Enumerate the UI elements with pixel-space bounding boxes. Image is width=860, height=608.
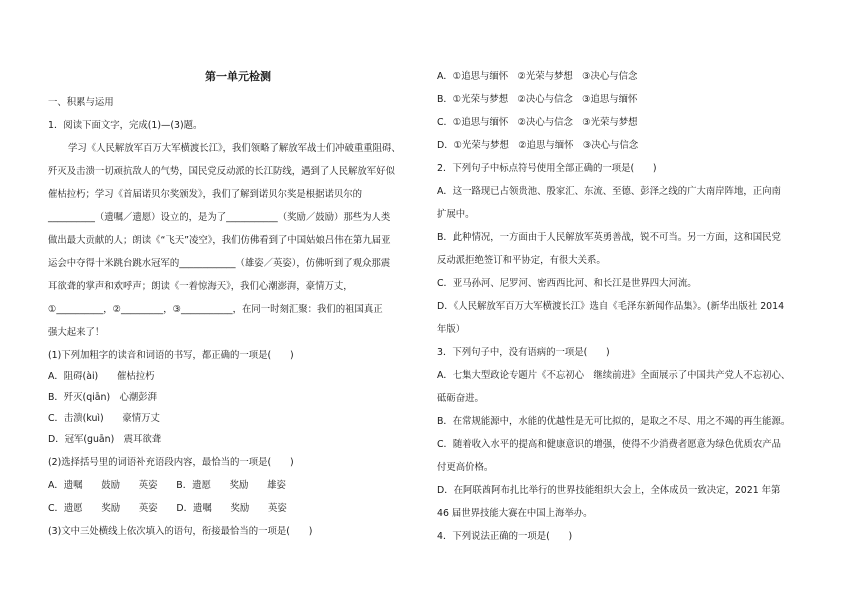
right-text-line: 3．下列句子中，没有语病的一项是( ) xyxy=(437,347,610,358)
right-text-line: D．在阿联酋阿布扎比举行的世界技能组织大会上，全体成员一致决定，2021 年第 xyxy=(437,485,781,496)
left-text-line: 做出最大贡献的人；朗读《“飞天”凌空》，我们仿佛看到了中国姑娘吕伟在第九届亚 xyxy=(48,235,391,246)
right-text-line: B．在常规能源中，水能的优越性是无可比拟的，是取之不尽、用之不竭的再生能源。 xyxy=(437,416,791,427)
left-text-line: 学习《人民解放军百万大军横渡长江》，我们领略了解放军战士们冲破重重阻碍、 xyxy=(68,143,401,154)
right-text-line: 4．下列说法正确的一项是( ) xyxy=(437,531,573,542)
right-text-line: D．①光荣与梦想 ②追思与缅怀 ③决心与信念 xyxy=(437,140,639,151)
left-text-line: C．击溃(kuì) 豪情万丈 xyxy=(48,413,160,424)
right-text-line: 砥砺奋进。 xyxy=(437,393,484,404)
right-text-line: C．①追思与缅怀 ②决心与信念 ③光荣与梦想 xyxy=(437,117,638,128)
right-text-line: A．七集大型政论专题片《不忘初心 继续前进》全面展示了中国共产党人不忘初心、 xyxy=(437,370,791,381)
right-text-line: 反动派拒绝签订和平协定，有很大关系。 xyxy=(437,255,606,266)
page-title: 第一单元检测 xyxy=(205,70,271,83)
left-text-line: 耳欲聋的掌声和欢呼声；朗读《一着惊海天》，我们心潮澎湃，豪情万丈， xyxy=(48,281,353,292)
left-text-line: 强大起来了！ xyxy=(48,327,105,338)
right-text-line: 年版） xyxy=(437,324,466,335)
right-text-line: A．这一路现已占领贵池、殷家汇、东流、至德、彭泽之线的广大南岸阵地，正向南 xyxy=(437,186,781,197)
right-text-line: 扩展中。 xyxy=(437,209,475,220)
left-text-line: A．遗嘱 鼓励 英姿 B．遗愿 奖励 雄姿 xyxy=(48,480,286,491)
left-text-line: D．冠军(guān) 震耳欲聋 xyxy=(48,434,162,445)
right-text-line: C．亚马孙河、尼罗河、密西西比河、和长江是世界四大河流。 xyxy=(437,278,697,289)
left-text-line: 歼灭及击溃一切顽抗敌人的气势，国民党反动派的长江防线，遇到了人民解放军好似 xyxy=(48,166,395,177)
left-text-line: 1．阅读下面文字，完成(1)—(3)题。 xyxy=(48,120,203,131)
right-text-line: B．此种情况，一方面由于人民解放军英勇善战，锐不可当。另一方面，这和国民党 xyxy=(437,232,781,243)
left-text-line: 一、积累与运用 xyxy=(48,97,114,108)
right-text-line: C．随着收入水平的提高和健康意识的增强，使得不少消费者愿意为绿色优质农产品 xyxy=(437,439,782,450)
left-text-line: C．遗愿 奖励 英姿 D．遗嘱 奖励 英姿 xyxy=(48,503,287,514)
left-text-line: (3)文中三处横线上依次填入的语句，衔接最恰当的一项是( ) xyxy=(48,526,313,537)
right-text-line: B．①光荣与梦想 ②决心与信念 ③追思与缅怀 xyxy=(437,94,638,105)
left-text-line: B．歼灭(qiān) 心潮彭湃 xyxy=(48,392,157,403)
right-text-line: 付更高价格。 xyxy=(437,462,494,473)
left-text-line: (1)下列加粗字的读音和词语的书写，都正确的一项是( ) xyxy=(48,350,294,361)
right-text-line: 2．下列句子中标点符号使用全部正确的一项是( ) xyxy=(437,163,657,174)
left-text-line: A．阻碍(ài) 催枯拉朽 xyxy=(48,371,155,382)
right-text-line: D．《人民解放军百万大军横渡长江》选自《毛泽东新闻作品集》。(新华出版社 2014 xyxy=(437,301,785,312)
left-text-line: __________（遗嘱／遗愿）设立的，是为了___________（奖励／鼓励）那些为人类 xyxy=(48,212,391,223)
right-text-line: A．①追思与缅怀 ②光荣与梦想 ③决心与信念 xyxy=(437,71,638,82)
left-text-line: (2)选择括号里的词语补充语段内容，最恰当的一项是( ) xyxy=(48,457,294,468)
left-text-line: 运会中夺得十米跳台跳水冠军的____________（雄姿／英姿），仿佛听到了观众那震 xyxy=(48,258,391,269)
right-text-line: 46 届世界技能大赛在中国上海举办。 xyxy=(437,508,593,519)
left-text-line: ①__________，②_________，③___________，在同一时刻汇聚：我们的祖国真正 xyxy=(48,304,383,315)
left-text-line: 催枯拉朽；学习《首届诺贝尔奖颁发》，我们了解到诺贝尔奖是根据诺贝尔的 xyxy=(48,189,363,200)
